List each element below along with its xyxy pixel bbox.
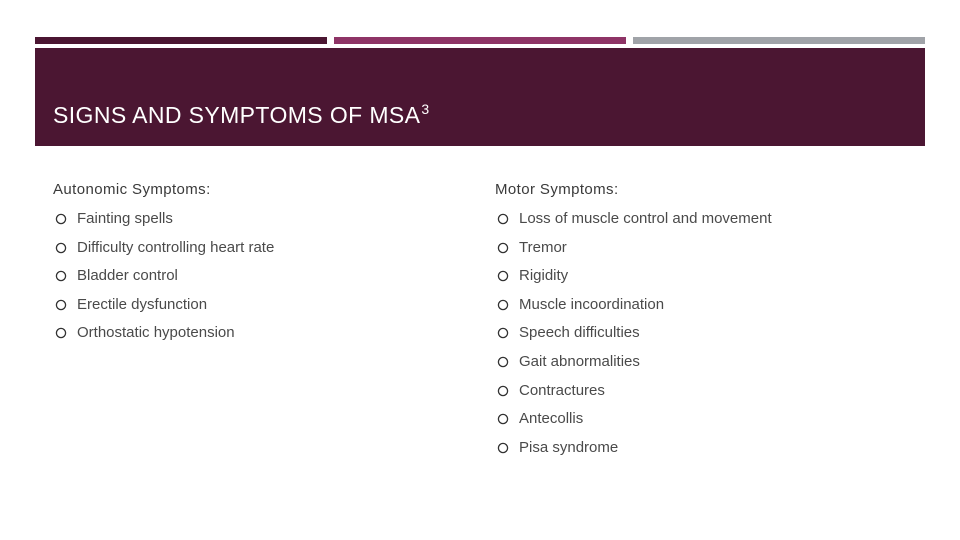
circle-bullet-icon [497,299,509,311]
circle-bullet-icon [55,213,67,225]
motor-heading: Motor Symptoms: [495,181,619,198]
accent-bar-middle [334,37,626,44]
circle-bullet-icon [497,356,509,368]
list-item-label: Loss of muscle control and movement [519,210,772,227]
list-item-label: Rigidity [519,267,569,285]
list-item [53,209,274,238]
list-item-label: Orthostatic hypotension [77,324,235,342]
list-item-label: Speech difficulties [519,324,640,342]
list-item [53,295,274,324]
list-item [495,409,772,438]
autonomic-column [53,180,274,352]
list-item-label: Erectile dysfunction [77,295,208,313]
list-item [53,238,274,267]
list-item [53,266,274,295]
circle-bullet-icon [497,413,509,425]
circle-bullet-icon [55,270,67,282]
list-item-label: Pisa syndrome [519,438,619,456]
circle-bullet-icon [55,327,67,339]
list-item-label: Antecollis [519,410,584,428]
list-item [495,323,772,352]
list-item [495,438,772,467]
list-item [53,323,274,352]
slide-title-text: SIGNS AND SYMPTOMS OF MSA [53,102,421,128]
list-item-label: Difficulty controlling heart rate [77,238,275,256]
circle-bullet-icon [55,242,67,254]
circle-bullet-icon [497,242,509,254]
circle-bullet-icon [497,385,509,397]
autonomic-heading: Autonomic Symptoms: [53,181,211,198]
circle-bullet-icon [497,442,509,454]
title-reference-superscript: 3 [421,101,430,117]
circle-bullet-icon [497,270,509,282]
autonomic-symptom-list [53,209,274,352]
motor-column [495,180,772,466]
list-item-label: Fainting spells [77,210,173,227]
accent-bar-right [633,37,925,44]
list-item-label: Bladder control [77,267,178,285]
list-item [495,352,772,381]
list-item [495,381,772,410]
accent-bar-left [35,37,327,44]
list-item [495,238,772,267]
list-item-label: Gait abnormalities [519,352,640,370]
list-item-label: Tremor [519,238,567,256]
circle-bullet-icon [497,213,509,225]
circle-bullet-icon [55,299,67,311]
motor-symptom-list [495,209,772,466]
list-item-label: Muscle incoordination [519,295,665,313]
list-item [495,266,772,295]
circle-bullet-icon [497,327,509,339]
list-item [495,295,772,324]
list-item [495,209,772,238]
title-band [35,48,925,146]
slide-title [53,102,430,127]
list-item-label: Contractures [519,381,605,399]
